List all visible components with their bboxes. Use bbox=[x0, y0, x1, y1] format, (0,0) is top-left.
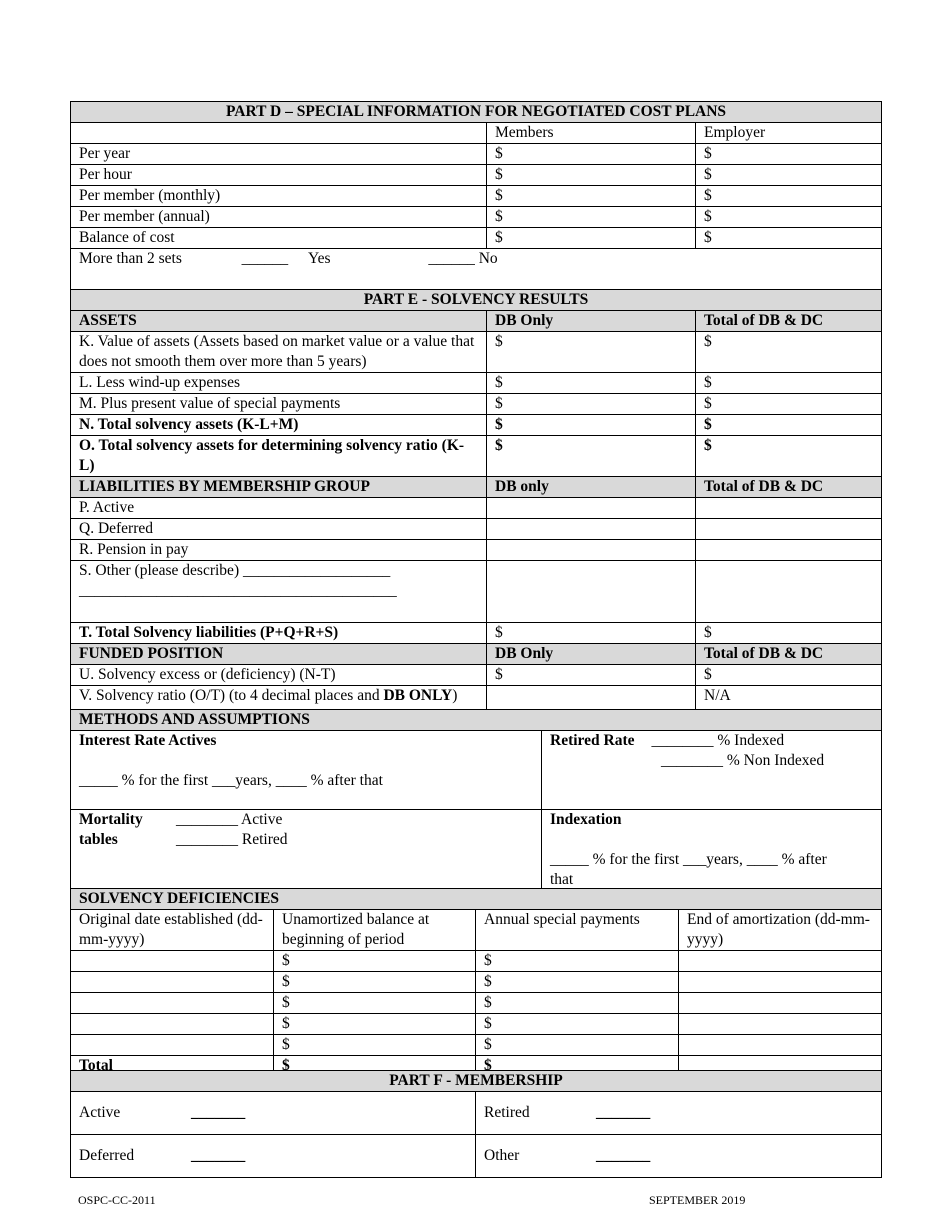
row-n: N. Total solvency assets (K-L+M) bbox=[71, 415, 487, 436]
date-field[interactable] bbox=[71, 1035, 274, 1056]
total-field[interactable]: $ bbox=[696, 415, 882, 436]
methods-table bbox=[70, 709, 882, 891]
footer-date: SEPTEMBER 2019 bbox=[649, 1193, 746, 1207]
total-balance-field[interactable]: $ bbox=[274, 1056, 476, 1077]
db-field[interactable]: $ bbox=[487, 436, 696, 477]
total-payment-field[interactable]: $ bbox=[476, 1056, 679, 1077]
members-field[interactable]: $ bbox=[487, 228, 696, 249]
deficiencies-table bbox=[70, 888, 882, 1077]
active-blank[interactable]: _______ bbox=[191, 1104, 246, 1121]
other-describe-line[interactable]: _________________________________________ bbox=[79, 582, 397, 599]
row-per-year: Per year bbox=[71, 144, 487, 165]
active-cell bbox=[71, 1092, 476, 1135]
row-per-member-annual: Per member (annual) bbox=[71, 207, 487, 228]
date-field[interactable] bbox=[71, 951, 274, 972]
assets-header: ASSETS bbox=[71, 311, 487, 332]
indexation-line-2: that bbox=[550, 871, 574, 888]
total-field[interactable]: $ bbox=[696, 623, 882, 644]
retired-indexed[interactable]: ________ % Indexed bbox=[651, 732, 785, 749]
retired-rate-cell bbox=[542, 731, 882, 810]
deferred-blank[interactable]: _______ bbox=[191, 1147, 246, 1164]
balance-field[interactable]: $ bbox=[274, 1035, 476, 1056]
ratio-label-end: ) bbox=[452, 687, 458, 704]
payment-field[interactable]: $ bbox=[476, 951, 679, 972]
row-balance-of-cost: Balance of cost bbox=[71, 228, 487, 249]
retired-title: Retired Rate bbox=[550, 732, 635, 749]
mortality-retired[interactable]: ________ Retired bbox=[176, 831, 288, 848]
retired-cell bbox=[476, 1092, 882, 1135]
row-o: O. Total solvency assets for determining solvency ratio (K-L) bbox=[71, 436, 487, 477]
row-per-hour: Per hour bbox=[71, 165, 487, 186]
part-f-title: PART F - MEMBERSHIP bbox=[71, 1071, 882, 1092]
total-field[interactable]: $ bbox=[696, 332, 882, 373]
employer-field[interactable]: $ bbox=[696, 144, 882, 165]
deferred-label: Deferred bbox=[79, 1147, 135, 1164]
no-label: No bbox=[478, 250, 498, 267]
employer-field[interactable]: $ bbox=[696, 228, 882, 249]
total-field[interactable] bbox=[696, 561, 882, 623]
total-field[interactable] bbox=[696, 540, 882, 561]
row-m: M. Plus present value of special payments bbox=[71, 394, 487, 415]
other-describe-label[interactable]: S. Other (please describe) ___________________ bbox=[79, 562, 391, 579]
active-label: Active bbox=[79, 1104, 121, 1121]
ratio-label: V. Solvency ratio (O/T) (to 4 decimal places and bbox=[79, 687, 384, 704]
other-label: Other bbox=[484, 1147, 520, 1164]
balance-field[interactable]: $ bbox=[274, 993, 476, 1014]
indexation-line[interactable]: _____ % for the first ___years, ____ % after bbox=[550, 851, 827, 868]
db-only-header: DB Only bbox=[487, 311, 696, 332]
db-field[interactable] bbox=[487, 519, 696, 540]
date-field[interactable] bbox=[71, 972, 274, 993]
total-field[interactable]: $ bbox=[696, 665, 882, 686]
main-form-table bbox=[70, 101, 882, 727]
more-than-2-sets-row bbox=[71, 249, 882, 290]
end-date-field[interactable] bbox=[679, 1014, 882, 1035]
payment-field[interactable]: $ bbox=[476, 993, 679, 1014]
funded-position-header: FUNDED POSITION bbox=[71, 644, 487, 665]
members-field[interactable]: $ bbox=[487, 144, 696, 165]
payment-field[interactable]: $ bbox=[476, 1035, 679, 1056]
db-field[interactable] bbox=[487, 498, 696, 519]
employer-field[interactable]: $ bbox=[696, 165, 882, 186]
db-only-header: DB only bbox=[487, 477, 696, 498]
retired-non-indexed[interactable]: ________ % Non Indexed bbox=[661, 752, 825, 769]
mortality-title: Mortality bbox=[79, 811, 143, 828]
row-per-member-monthly: Per member (monthly) bbox=[71, 186, 487, 207]
mortality-title-2: tables bbox=[79, 831, 118, 848]
balance-field[interactable]: $ bbox=[274, 972, 476, 993]
total-field[interactable] bbox=[696, 498, 882, 519]
end-date-field[interactable] bbox=[679, 951, 882, 972]
row-q: Q. Deferred bbox=[71, 519, 487, 540]
footer-form-code: OSPC-CC-2011 bbox=[78, 1193, 156, 1207]
total-db-dc-header: Total of DB & DC bbox=[696, 477, 882, 498]
row-t: T. Total Solvency liabilities (P+Q+R+S) bbox=[71, 623, 487, 644]
yes-blank[interactable]: ______ bbox=[241, 250, 289, 267]
ratio-label-bold: DB ONLY bbox=[383, 687, 453, 704]
end-date-field[interactable] bbox=[679, 993, 882, 1014]
total-field[interactable] bbox=[696, 519, 882, 540]
mortality-cell bbox=[71, 810, 542, 891]
row-p: P. Active bbox=[71, 498, 487, 519]
indexation-cell bbox=[542, 810, 882, 891]
db-field[interactable]: $ bbox=[487, 394, 696, 415]
deficiencies-header: SOLVENCY DEFICIENCIES bbox=[71, 889, 882, 910]
end-date-field[interactable] bbox=[679, 972, 882, 993]
payment-field[interactable]: $ bbox=[476, 972, 679, 993]
total-field[interactable]: $ bbox=[696, 394, 882, 415]
col-annual-payments: Annual special payments bbox=[476, 910, 679, 951]
db-field[interactable]: $ bbox=[487, 415, 696, 436]
members-field[interactable]: $ bbox=[487, 165, 696, 186]
date-field[interactable] bbox=[71, 993, 274, 1014]
db-field[interactable]: $ bbox=[487, 332, 696, 373]
ratio-total: N/A bbox=[696, 686, 882, 727]
db-field[interactable] bbox=[487, 540, 696, 561]
payment-field[interactable]: $ bbox=[476, 1014, 679, 1035]
blank-cell bbox=[71, 123, 487, 144]
total-label: Total bbox=[71, 1056, 274, 1077]
row-r: R. Pension in pay bbox=[71, 540, 487, 561]
yes-label: Yes bbox=[308, 250, 331, 267]
part-d-title: PART D – SPECIAL INFORMATION FOR NEGOTIATED COST PLANS bbox=[71, 102, 882, 123]
liabilities-header: LIABILITIES BY MEMBERSHIP GROUP bbox=[71, 477, 487, 498]
row-s bbox=[71, 561, 487, 623]
no-blank[interactable]: ______ bbox=[428, 250, 475, 267]
db-field[interactable]: $ bbox=[487, 373, 696, 394]
employer-field[interactable]: $ bbox=[696, 207, 882, 228]
balance-field[interactable]: $ bbox=[274, 951, 476, 972]
membership-table bbox=[70, 1070, 882, 1178]
employer-field[interactable]: $ bbox=[696, 186, 882, 207]
interest-rate-cell bbox=[71, 731, 542, 810]
total-db-dc-header: Total of DB & DC bbox=[696, 311, 882, 332]
date-field[interactable] bbox=[71, 1014, 274, 1035]
retired-label: Retired bbox=[484, 1104, 530, 1121]
members-field[interactable]: $ bbox=[487, 186, 696, 207]
row-u: U. Solvency excess or (deficiency) (N-T) bbox=[71, 665, 487, 686]
total-field[interactable]: $ bbox=[696, 436, 882, 477]
col-end-amortization: End of amortization (dd-mm-yyyy) bbox=[679, 910, 882, 951]
balance-field[interactable]: $ bbox=[274, 1014, 476, 1035]
db-field[interactable] bbox=[487, 561, 696, 623]
total-db-dc-header: Total of DB & DC bbox=[696, 644, 882, 665]
db-field[interactable]: $ bbox=[487, 623, 696, 644]
total-field[interactable]: $ bbox=[696, 373, 882, 394]
part-e-title: PART E - SOLVENCY RESULTS bbox=[71, 290, 882, 311]
col-members: Members bbox=[487, 123, 696, 144]
interest-line[interactable]: _____ % for the first ___years, ____ % after that bbox=[79, 772, 383, 789]
row-k: K. Value of assets (Assets based on market value or a value that does not smooth them over more than 5 years) bbox=[71, 332, 487, 373]
end-date-field[interactable] bbox=[679, 1035, 882, 1056]
other-cell bbox=[476, 1135, 882, 1178]
mortality-active[interactable]: ________ Active bbox=[176, 811, 283, 828]
members-field[interactable]: $ bbox=[487, 207, 696, 228]
col-unamortized: Unamortized balance at beginning of period bbox=[274, 910, 476, 951]
db-only-header: DB Only bbox=[487, 644, 696, 665]
interest-title: Interest Rate Actives bbox=[79, 732, 217, 749]
methods-header: METHODS AND ASSUMPTIONS bbox=[71, 710, 882, 731]
col-original-date: Original date established (dd-mm-yyyy) bbox=[71, 910, 274, 951]
col-employer: Employer bbox=[696, 123, 882, 144]
row-l: L. Less wind-up expenses bbox=[71, 373, 487, 394]
deferred-cell bbox=[71, 1135, 476, 1178]
db-field[interactable]: $ bbox=[487, 665, 696, 686]
more-sets-label: More than 2 sets bbox=[79, 250, 182, 267]
indexation-title: Indexation bbox=[550, 811, 622, 828]
retired-blank[interactable]: _______ bbox=[596, 1104, 651, 1121]
other-blank[interactable]: _______ bbox=[596, 1147, 651, 1164]
